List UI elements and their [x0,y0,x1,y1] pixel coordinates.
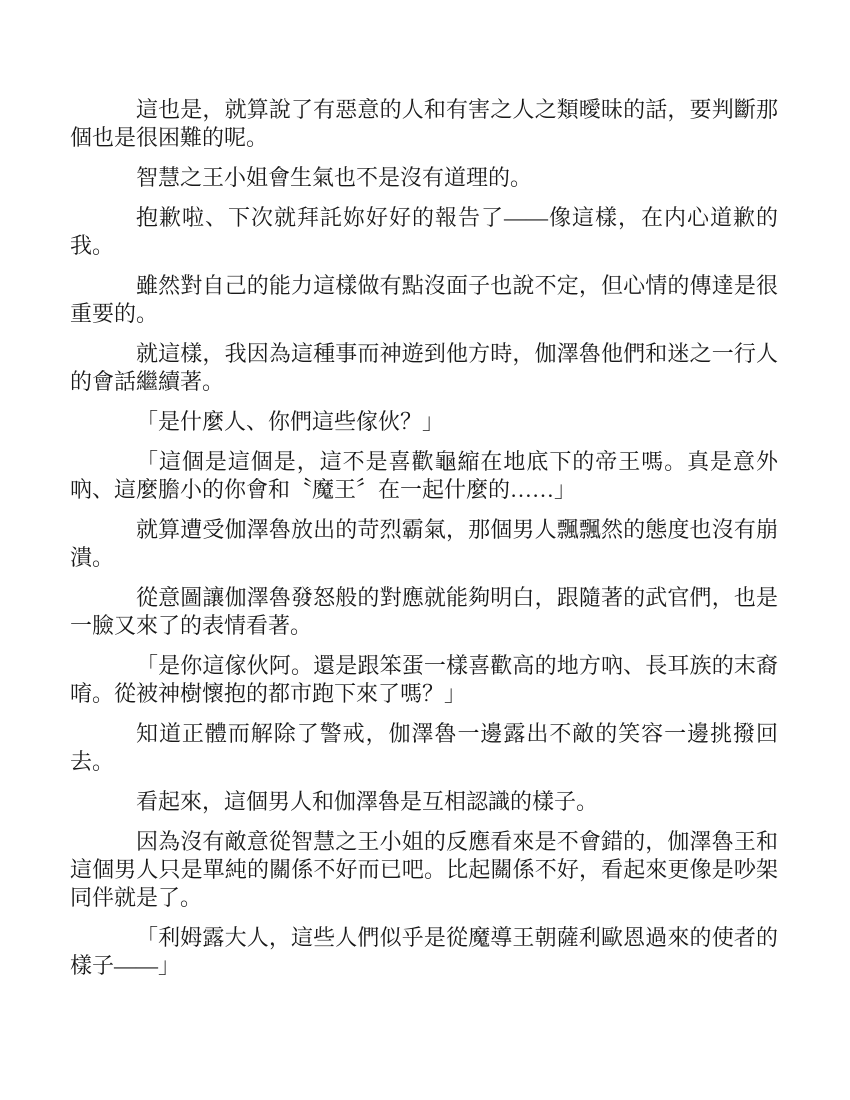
paragraph: 看起來，這個男人和伽澤魯是互相認識的樣子。 [136,789,599,814]
paragraph: 因為沒有敵意從智慧之王小姐的反應看來是不會錯的，伽澤魯王和這個男人只是單純的關係不好而已吧。比起關係不好，看起來更像是吵架同伴就是了。 [70,829,778,910]
paragraph: 抱歉啦、下次就拜託妳好好的報告了——像這樣，在内心道歉的我。 [70,205,778,258]
paragraph-dialogue: 「這個是這個是，這不是喜歡龜縮在地底下的帝王嗎。真是意外吶、這麼膽小的你會和〝魔王〞在一起什麼的……」 [70,449,778,502]
paragraph: 就算遭受伽澤魯放出的苛烈霸氣，那個男人飄飄然的態度也沒有崩潰。 [70,517,778,570]
paragraph: 就這樣，我因為這種事而神遊到他方時，伽澤魯他們和迷之一行人的會話繼續著。 [70,341,778,394]
paragraph: 智慧之王小姐會生氣也不是沒有道理的。 [136,165,533,190]
paragraph-dialogue: 「利姆露大人，這些人們似乎是從魔導王朝薩利歐恩過來的使者的樣子——」 [70,925,778,978]
paragraph: 知道正體而解除了警戒，伽澤魯一邊露出不敵的笑容一邊挑撥回去。 [70,721,778,774]
paragraph-dialogue: 「是你這傢伙阿。還是跟笨蛋一樣喜歡高的地方吶、長耳族的末裔唷。從被神樹懷抱的都市跑下來了嗎？」 [70,653,778,706]
novel-text-block [70,96,778,992]
paragraph: 從意圖讓伽澤魯發怒般的對應就能夠明白，跟隨著的武官們，也是一臉又來了的表情看著。 [70,585,778,638]
paragraph-dialogue: 「是什麼人、你們這些傢伙？」 [136,409,445,434]
paragraph: 雖然對自己的能力這樣做有點沒面子也說不定，但心情的傳達是很重要的。 [70,273,778,326]
paragraph: 這也是，就算說了有惡意的人和有害之人之類曖昧的話，要判斷那個也是很困難的呢。 [70,97,778,150]
